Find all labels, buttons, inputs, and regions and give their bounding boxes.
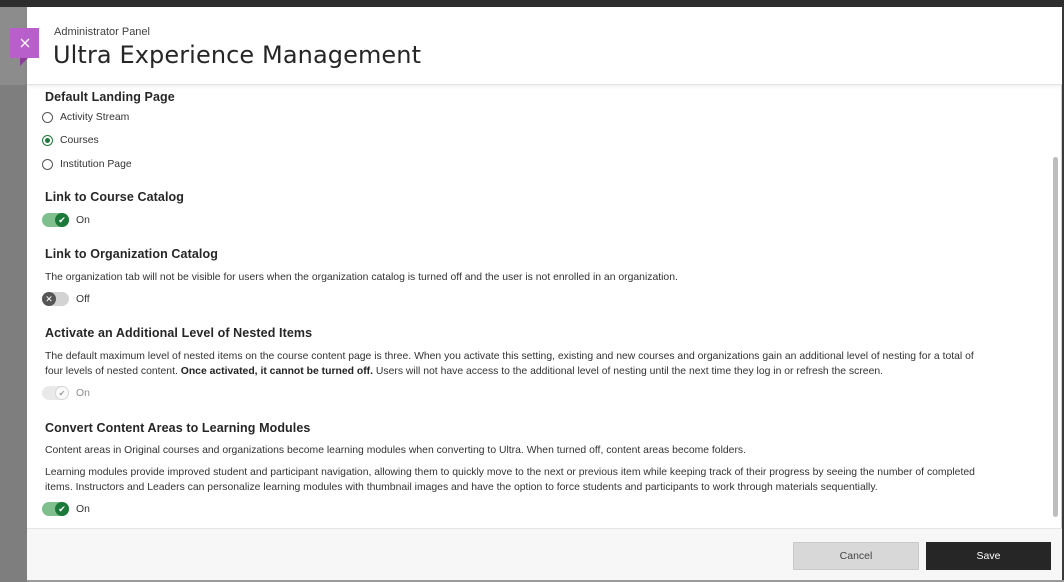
x-icon: ✕	[42, 292, 56, 306]
toggle-state-label: On	[76, 214, 90, 226]
close-panel-button[interactable]	[10, 28, 39, 58]
org-catalog-heading: Link to Organization Catalog	[45, 247, 218, 261]
toggle-state-label: On	[76, 503, 90, 515]
org-catalog-toggle-row	[42, 292, 90, 306]
toggle-state-label: Off	[76, 293, 90, 305]
default-landing-page-heading: Default Landing Page	[45, 90, 175, 104]
save-button[interactable]: Save	[926, 542, 1051, 570]
close-icon	[20, 38, 30, 48]
nested-description-line1: The default maximum level of nested items on the course content page is three. When you activate this setting, existing and new courses and organizations gain an additional level of nesting for a total of	[45, 351, 974, 362]
background-overlay	[0, 7, 27, 582]
nested-description-line2a: four levels of nested content.	[45, 366, 178, 377]
radio-label: Activity Stream	[60, 112, 130, 123]
radio-button[interactable]	[42, 159, 53, 170]
course-catalog-heading: Link to Course Catalog	[45, 190, 185, 204]
radio-activity-stream[interactable]	[42, 112, 129, 123]
vertical-scrollbar[interactable]	[1053, 157, 1058, 517]
settings-content	[27, 85, 1062, 528]
toggle-state-label: On	[76, 387, 90, 399]
nested-description-line2b: Users will not have access to the additional level of nesting until the next time they log in or refresh the screen.	[375, 366, 884, 377]
radio-label: Institution Page	[60, 159, 132, 170]
radio-button-selected[interactable]	[42, 135, 53, 146]
radio-label: Courses	[60, 135, 99, 146]
org-catalog-toggle[interactable]	[42, 292, 69, 306]
learning-modules-toggle[interactable]	[42, 502, 69, 516]
radio-button[interactable]	[42, 112, 53, 123]
learning-modules-heading: Convert Content Areas to Learning Modules	[45, 421, 311, 435]
panel-header	[27, 7, 1062, 85]
nested-warning: Once activated, it cannot be turned off.	[180, 366, 374, 377]
window-top-bar	[0, 0, 1064, 7]
org-catalog-description: The organization tab will not be visible for users when the organization catalog is turned off and the user is not enrolled in an organization.	[45, 272, 678, 283]
learning-modules-toggle-row	[42, 502, 90, 516]
course-catalog-toggle-row	[42, 213, 90, 227]
course-catalog-toggle[interactable]	[42, 213, 69, 227]
ultra-experience-panel	[27, 7, 1062, 580]
nested-items-description	[45, 349, 1035, 379]
nested-items-toggle-row	[42, 386, 90, 400]
modules-description-line2: Learning modules provide improved student and participant navigation, allowing them to quickly move to the next or previous item while keeping track of their progress by seeing the number of completed	[45, 467, 975, 478]
nested-items-toggle-disabled	[42, 386, 69, 400]
breadcrumb[interactable]: Administrator Panel	[54, 26, 150, 38]
check-icon: ✔	[55, 502, 69, 516]
page-title: Ultra Experience Management	[53, 41, 422, 69]
check-icon: ✔	[55, 213, 69, 227]
modules-description-line3: items. Instructors and Leaders can personalize learning modules with thumbnail images and have the option to force students and participants to work through materials sequentially.	[45, 482, 878, 493]
radio-courses[interactable]	[42, 135, 99, 146]
panel-footer	[27, 528, 1062, 580]
learning-modules-description-1: Content areas in Original courses and organizations become learning modules when converting to Ultra. When turned off, content areas become folders.	[45, 445, 746, 456]
cancel-button[interactable]: Cancel	[793, 542, 919, 570]
check-icon: ✔	[55, 386, 69, 400]
learning-modules-description-2	[45, 465, 1035, 495]
radio-institution-page[interactable]	[42, 159, 132, 170]
nested-items-heading: Activate an Additional Level of Nested Items	[45, 326, 313, 340]
